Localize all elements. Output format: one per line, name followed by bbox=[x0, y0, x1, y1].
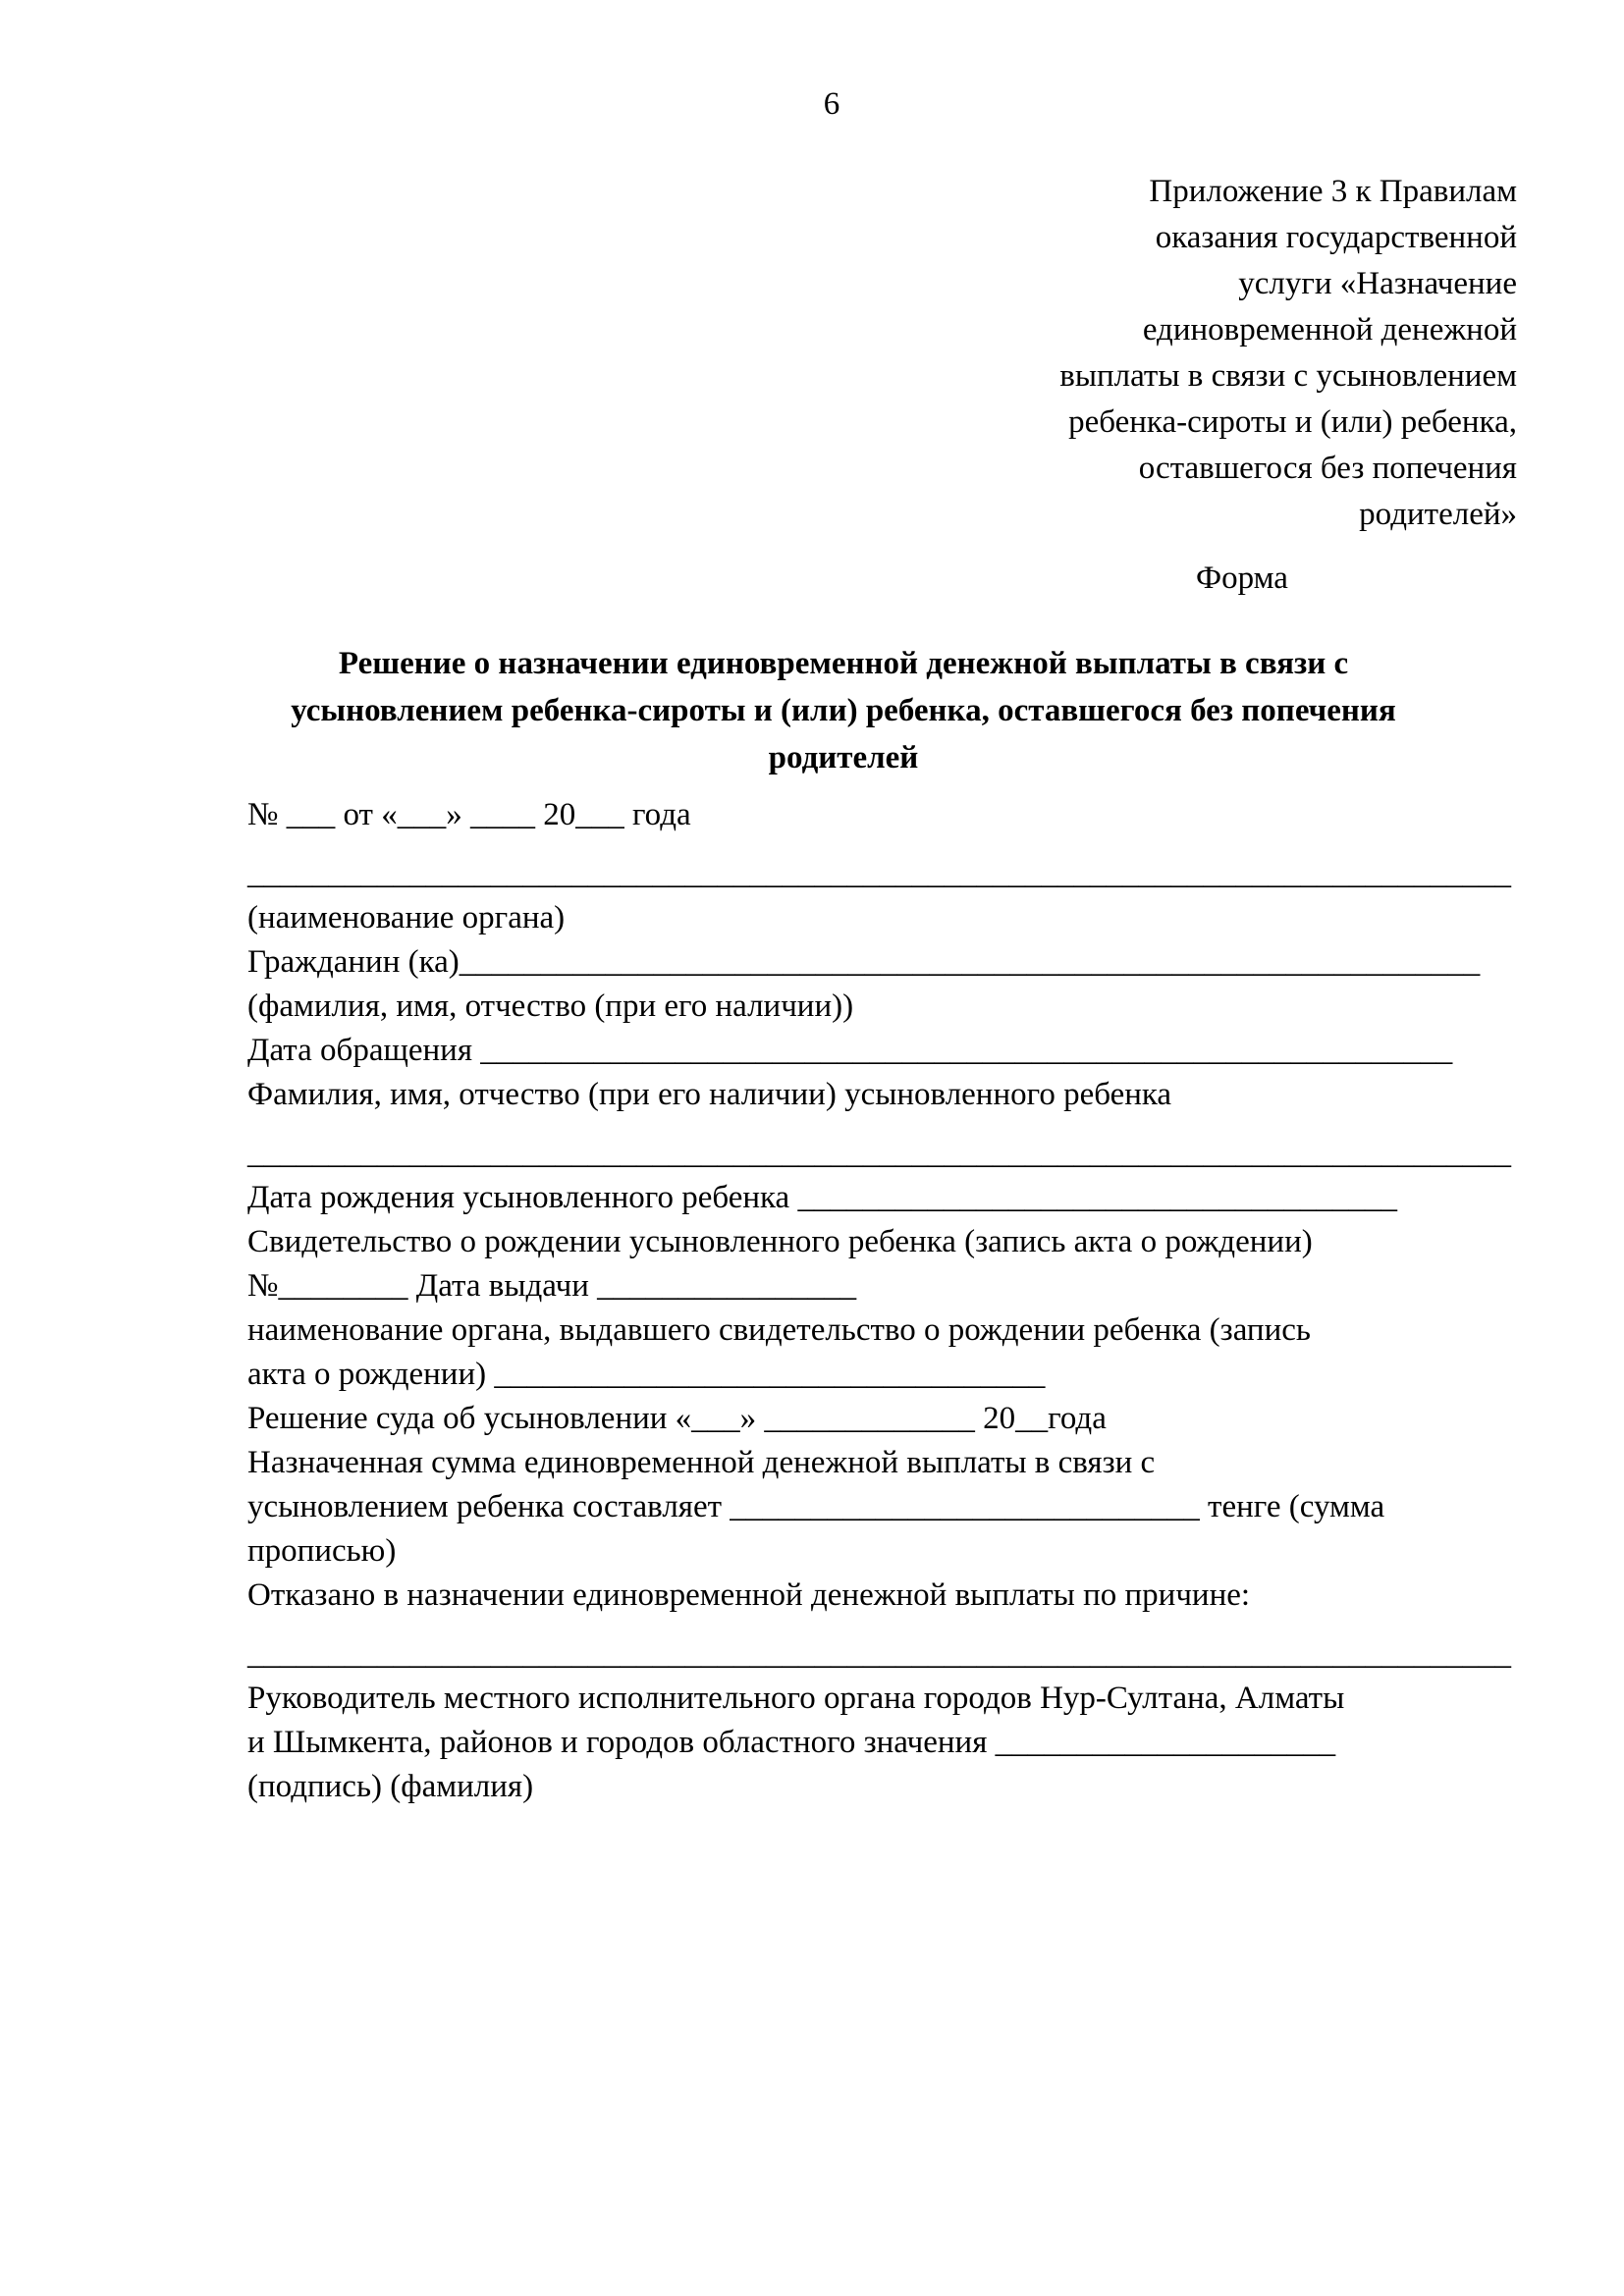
assigned-sum-blank-line: усыновлением ребенка составляет _____________________________ тенге (сумма bbox=[247, 1489, 1385, 1524]
child-birth-date-line: Дата рождения усыновленного ребенка _____________________________________ bbox=[247, 1180, 1397, 1215]
signature-caption: (подпись) (фамилия) bbox=[247, 1769, 534, 1804]
number-date-line: № ___ от «___» ____ 20___ года bbox=[247, 797, 691, 832]
document-title-line: родителей bbox=[768, 740, 919, 775]
assigned-sum-label: Назначенная сумма единовременной денежной выплаты в связи с bbox=[247, 1445, 1156, 1480]
form-label: Форма bbox=[1196, 561, 1288, 596]
appendix-line: оставшегося без попечения bbox=[1138, 451, 1517, 486]
appendix-line: единовременной денежной bbox=[1142, 312, 1517, 347]
full-name-caption: (фамилия, имя, отчество (при его наличии)) bbox=[247, 988, 854, 1024]
blank-underscore-line: ______________________________________________________________________________ bbox=[247, 1636, 1511, 1672]
page-number: 6 bbox=[823, 86, 840, 122]
appendix-line: Приложение 3 к Правилам bbox=[1149, 174, 1517, 209]
court-decision-line: Решение суда об усыновлении «___» _____________ 20__года bbox=[247, 1401, 1107, 1436]
head-of-org-label-2: и Шымкента, районов и городов областного значения _____________________ bbox=[247, 1725, 1336, 1760]
appendix-line: ребенка-сироты и (или) ребенка, bbox=[1068, 404, 1517, 440]
appendix-line: родителей» bbox=[1359, 497, 1517, 532]
issuing-org-blank-line: акта о рождении) __________________________________ bbox=[247, 1357, 1046, 1392]
issuing-org-label: наименование органа, выдавшего свидетельство о рождении ребенка (запись bbox=[247, 1312, 1311, 1348]
document-title-line: усыновлением ребенка-сироты и (или) ребенка, оставшегося без попечения bbox=[291, 693, 1396, 728]
appendix-line: выплаты в связи с усыновлением bbox=[1059, 358, 1517, 394]
citizen-line: Гражданин (ка)_______________________________________________________________ bbox=[247, 944, 1481, 980]
sum-in-words-caption: прописью) bbox=[247, 1533, 397, 1569]
adopted-child-name-label: Фамилия, имя, отчество (при его наличии) усыновленного ребенка bbox=[247, 1077, 1172, 1112]
blank-underscore-line: ______________________________________________________________________________ bbox=[247, 856, 1511, 891]
blank-underscore-line: ______________________________________________________________________________ bbox=[247, 1136, 1511, 1171]
application-date-line: Дата обращения ____________________________________________________________ bbox=[247, 1033, 1453, 1068]
appendix-line: оказания государственной bbox=[1155, 220, 1517, 255]
appendix-line: услуги «Назначение bbox=[1238, 266, 1517, 301]
appendix-block bbox=[967, 169, 1517, 538]
refusal-reason-label: Отказано в назначении единовременной денежной выплаты по причине: bbox=[247, 1577, 1251, 1613]
document-title bbox=[0, 640, 1624, 781]
document-title-line: Решение о назначении единовременной денежной выплаты в связи с bbox=[338, 646, 1349, 681]
birth-certificate-label: Свидетельство о рождении усыновленного ребенка (запись акта о рождении) bbox=[247, 1224, 1313, 1259]
org-name-caption: (наименование органа) bbox=[247, 900, 566, 935]
form-body bbox=[247, 793, 1526, 1809]
head-of-org-label-1: Руководитель местного исполнительного органа городов Нур-Султана, Алматы bbox=[247, 1681, 1345, 1716]
certificate-number-issue-date-line: №________ Дата выдачи ________________ bbox=[247, 1268, 857, 1304]
